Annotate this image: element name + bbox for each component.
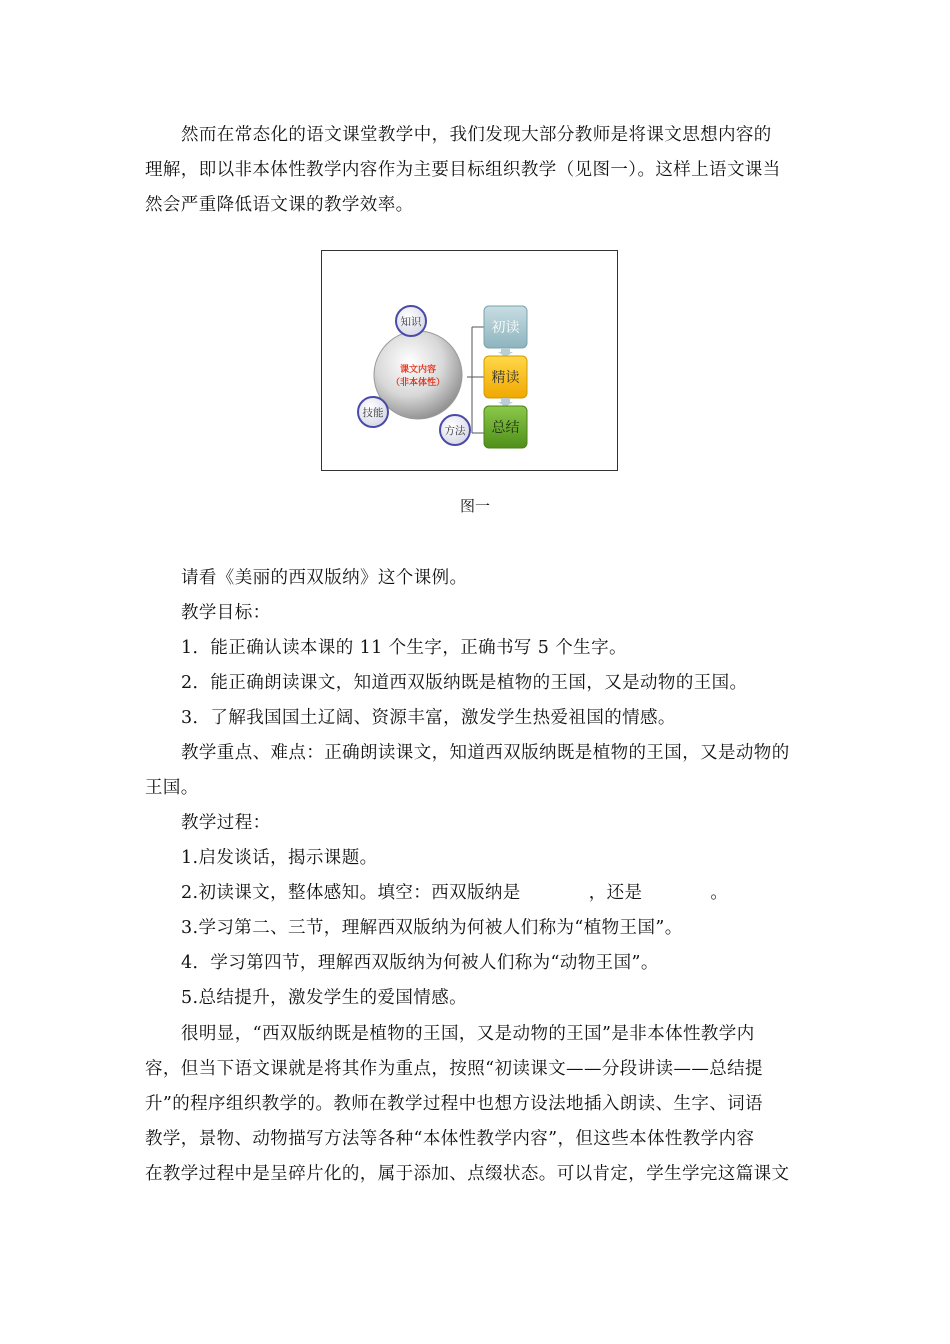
process-step-2-part-a: 2.初读课文，整体感知。填空：西双版纳是 bbox=[181, 883, 521, 903]
analysis-line-2: 容，但当下语文课就是将其作为重点，按照“初读课文——分段讲读——总结提 bbox=[145, 1059, 763, 1079]
analysis-line-5: 在教学过程中是呈碎片化的，属于添加、点缀状态。可以肯定，学生学完这篇课文 bbox=[145, 1164, 790, 1184]
goal-2: 2．能正确朗读课文，知道西双版纳既是植物的王国，又是动物的王国。 bbox=[181, 673, 748, 693]
key-points-line-2: 王国。 bbox=[145, 778, 199, 798]
center-label-line-2: （非本体性） bbox=[390, 378, 446, 388]
center-label-line-1: 课文内容 bbox=[399, 365, 437, 375]
diagram-svg bbox=[322, 251, 617, 470]
process-step-2-part-c: 。 bbox=[710, 883, 729, 903]
knowledge-label: 知识 bbox=[400, 316, 422, 328]
process-step-2-part-b: ，还是 bbox=[588, 883, 643, 903]
step-label-first-read: 初读 bbox=[491, 320, 520, 336]
analysis-line-4: 教学，景物、动物描写方法等各种“本体性教学内容”，但这些本体性教学内容 bbox=[145, 1129, 755, 1149]
analysis-line-3: 升”的程序组织教学的。教师在教学过程中也想方设法地插入朗读、生字、词语 bbox=[145, 1094, 763, 1114]
skill-label: 技能 bbox=[362, 407, 384, 419]
intro-line-2: 理解，即以非本体性教学内容作为主要目标组织教学（见图一）。这样上语文课当 bbox=[145, 160, 781, 180]
goal-3: 3．了解我国国土辽阔、资源丰富，激发学生热爱祖国的情感。 bbox=[181, 708, 676, 728]
figure-1-diagram bbox=[321, 250, 618, 471]
process-step-2 bbox=[181, 876, 728, 911]
goal-1: 1．能正确认读本课的 11 个生字，正确书写 5 个生字。 bbox=[181, 638, 627, 658]
key-points-line-1: 教学重点、难点：正确朗读课文，知道西双版纳既是植物的王国，又是动物的 bbox=[181, 743, 790, 763]
process-step-3: 3.学习第二、三节，理解西双版纳为何被人们称为“植物王国”。 bbox=[181, 918, 683, 938]
step-label-close-read: 精读 bbox=[491, 370, 520, 386]
analysis-line-1: 很明显，“西双版纳既是植物的王国，又是动物的王国”是非本体性教学内 bbox=[181, 1024, 755, 1044]
method-label: 方法 bbox=[444, 425, 466, 437]
figure-caption: 图一 bbox=[459, 497, 490, 515]
step-label-summary: 总结 bbox=[491, 420, 520, 436]
process-step-1: 1.启发谈话，揭示课题。 bbox=[181, 848, 378, 868]
lesson-intro: 请看《美丽的西双版纳》这个课例。 bbox=[181, 568, 468, 588]
connector-lines bbox=[467, 327, 484, 433]
process-step-4: 4．学习第四节，理解西双版纳为何被人们称为“动物王国”。 bbox=[181, 953, 659, 973]
intro-line-3: 然会严重降低语文课的教学效率。 bbox=[145, 195, 414, 215]
goals-title: 教学目标： bbox=[181, 603, 271, 623]
intro-line-1: 然而在常态化的语文课堂教学中，我们发现大部分教师是将课文思想内容的 bbox=[181, 125, 772, 145]
process-title: 教学过程： bbox=[181, 813, 271, 833]
process-step-5: 5.总结提升，激发学生的爱国情感。 bbox=[181, 988, 467, 1008]
